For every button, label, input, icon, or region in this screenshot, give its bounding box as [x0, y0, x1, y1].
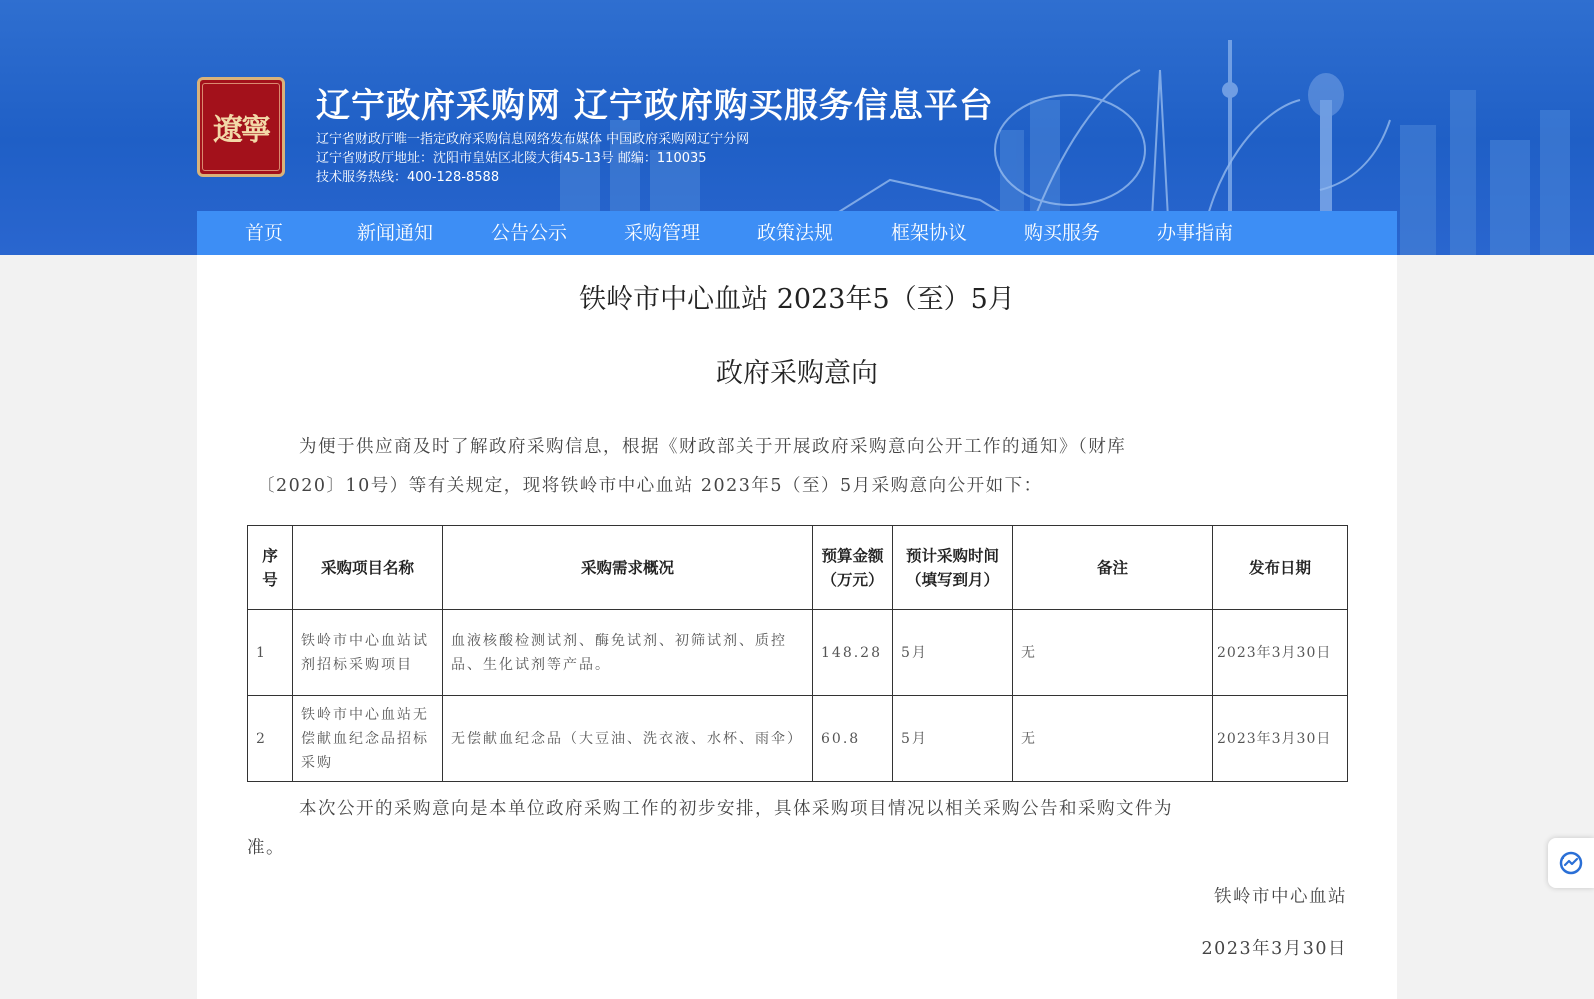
- site-title: 辽宁政府采购网 辽宁政府购买服务信息平台: [316, 86, 994, 126]
- cell-index: 1: [248, 610, 293, 696]
- signer-organization: 铁岭市中心血站: [1214, 887, 1347, 907]
- table-row: [248, 696, 1348, 782]
- signature-date: 2023年3月30日: [1201, 939, 1347, 959]
- site-subtitle-media: 辽宁省财政厅唯一指定政府采购信息网络发布媒体 中国政府采购网辽宁分网: [316, 132, 750, 147]
- nav-item-procurement-management[interactable]: 采购管理: [624, 222, 701, 244]
- site-header: [0, 0, 1594, 255]
- document-title: 铁岭市中心血站 2023年5（至）5月: [579, 284, 1015, 315]
- table-header-row: [248, 526, 1348, 610]
- cell-requirement: 无偿献血纪念品（大豆油、洗衣液、水杯、雨伞）: [443, 696, 813, 782]
- header-index: 序号: [248, 526, 293, 610]
- cell-remarks: 无: [1013, 696, 1213, 782]
- nav-item-purchase-services[interactable]: 购买服务: [1024, 222, 1101, 244]
- header-project-name: 采购项目名称: [293, 526, 443, 610]
- logo-text: 遼寧: [213, 113, 269, 148]
- site-subtitle-address: 辽宁省财政厅地址：沈阳市皇姑区北陵大街45-13号 邮编：110035: [316, 151, 707, 166]
- cell-remarks: 无: [1013, 610, 1213, 696]
- closing-paragraph-line1: 本次公开的采购意向是本单位政府采购工作的初步安排，具体采购项目情况以相关采购公告和采购文件为: [299, 799, 1173, 819]
- table-row: [248, 610, 1348, 696]
- site-subtitle-hotline: 技术服务热线：400-128-8588: [316, 170, 500, 185]
- main-nav: [197, 211, 1397, 255]
- article-content: [197, 255, 1397, 999]
- nav-item-framework-agreements[interactable]: 框架协议: [891, 222, 968, 244]
- cell-project-name: 铁岭市中心血站无偿献血纪念品招标采购: [293, 696, 443, 782]
- nav-item-guide[interactable]: 办事指南: [1157, 222, 1234, 244]
- cell-budget: 60.8: [813, 696, 893, 782]
- cell-index: 2: [248, 696, 293, 782]
- nav-item-news[interactable]: 新闻通知: [357, 222, 434, 244]
- nav-item-announcements[interactable]: 公告公示: [491, 222, 568, 244]
- site-logo[interactable]: [197, 77, 285, 177]
- intro-paragraph-line2: 〔2020〕10号）等有关规定，现将铁岭市中心血站 2023年5（至）5月采购意向公开如下：: [257, 476, 1043, 496]
- cell-publish-date: 2023年3月30日: [1213, 610, 1348, 696]
- cell-publish-date: 2023年3月30日: [1213, 696, 1348, 782]
- cell-project-name: 铁岭市中心血站试剂招标采购项目: [293, 610, 443, 696]
- nav-item-home[interactable]: 首页: [245, 222, 284, 244]
- intro-paragraph-line1: 为便于供应商及时了解政府采购信息，根据《财政部关于开展政府采购意向公开工作的通知》（财库: [299, 437, 1127, 457]
- cell-expected-time: 5月: [893, 610, 1013, 696]
- procurement-intent-table: [247, 525, 1348, 782]
- header-remarks: 备注: [1013, 526, 1213, 610]
- cell-budget: 148.28: [813, 610, 893, 696]
- floating-tool-button[interactable]: [1548, 838, 1594, 888]
- header-expected-time: 预计采购时间（填写到月）: [893, 526, 1013, 610]
- header-budget: 预算金额（万元）: [813, 526, 893, 610]
- cell-requirement: 血液核酸检测试剂、酶免试剂、初筛试剂、质控品、生化试剂等产品。: [443, 610, 813, 696]
- refresh-chart-icon: [1558, 850, 1584, 876]
- header-requirement: 采购需求概况: [443, 526, 813, 610]
- logo-frame: [202, 83, 280, 171]
- cell-expected-time: 5月: [893, 696, 1013, 782]
- document-subtitle: 政府采购意向: [716, 358, 878, 389]
- closing-paragraph-line2: 准。: [247, 838, 285, 858]
- header-publish-date: 发布日期: [1213, 526, 1348, 610]
- nav-item-policies[interactable]: 政策法规: [757, 222, 834, 244]
